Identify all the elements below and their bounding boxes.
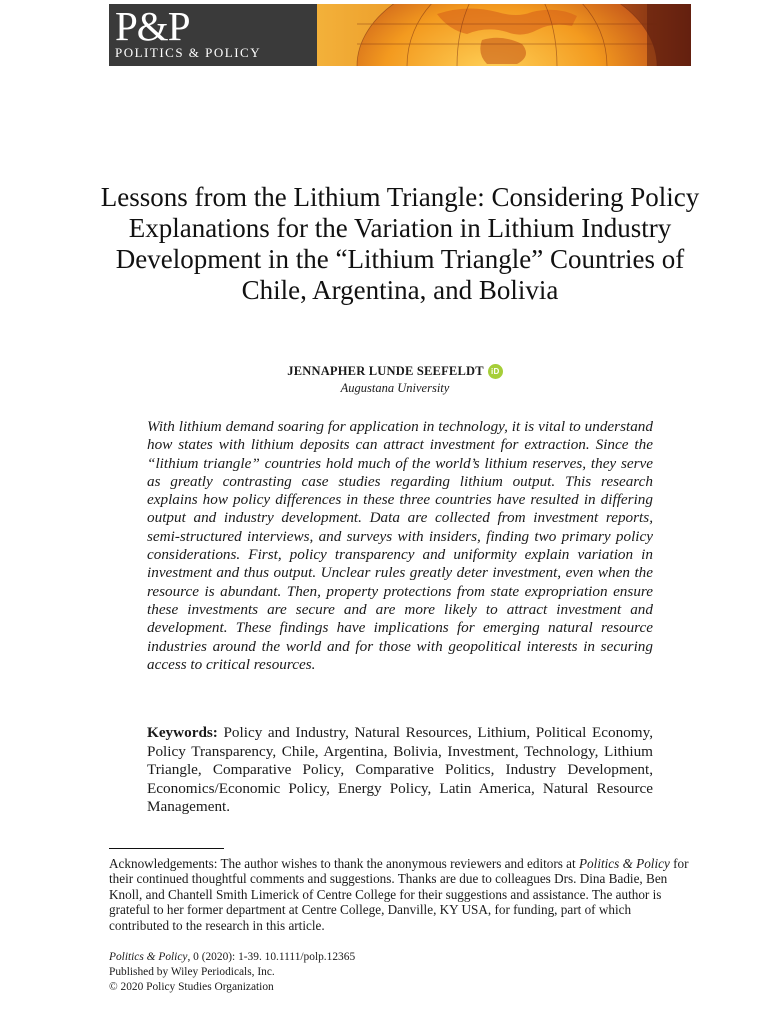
author-block — [200, 362, 590, 396]
keywords-label: Keywords: — [147, 724, 218, 741]
orcid-icon[interactable]: iD — [488, 364, 503, 379]
ack-text-2: for their continued thoughtful comments and suggestions. Thanks are due to colleagues Drs. Dina Badie, Ben Knoll, and Chantell Smith Limerick of Centre College for their suggestions and assistance. The author is grateful to her former department at Centre College, Danville, KY USA, for funding, part of which contributed to the research in this article. — [109, 856, 689, 933]
keywords — [147, 724, 653, 817]
footnote-divider — [109, 848, 224, 849]
journal-logo — [115, 4, 261, 60]
footer-journal: Politics & Policy — [109, 951, 188, 963]
journal-banner — [109, 4, 691, 66]
globe-image — [317, 4, 691, 66]
ack-text-1: Acknowledgements: The author wishes to thank the anonymous reviewers and editors at — [109, 856, 579, 871]
publication-footer — [109, 950, 691, 995]
keywords-text: Policy and Industry, Natural Resources, Lithium, Political Economy, Policy Transparency, Chile, Argentina, Bolivia, Investment, Technology, Lithium Triangle, Comparative Policy, Comparative Politics, Industry Development, Economics/Economic Policy, Energy Policy, Latin America, Natural Resource Management. — [147, 724, 653, 816]
author-name: JENNAPHER LUNDE SEEFELDT — [287, 364, 484, 378]
paper-title: Lessons from the Lithium Triangle: Considering Policy Explanations for the Variation in Lithium Industry Development in the “Lithium Triangle” Countries of Chile, Argentina, and Bolivia — [100, 182, 700, 305]
copyright-line: © 2020 Policy Studies Organization — [109, 981, 274, 993]
citation-line — [109, 950, 691, 965]
footer-citation: , 0 (2020): 1-39. 10.1111/polp.12365 — [187, 951, 356, 963]
journal-logo-initials: P&P — [115, 4, 190, 49]
author-affiliation: Augustana University — [340, 381, 450, 395]
abstract: With lithium demand soaring for application in technology, it is vital to understand how states with lithium deposits can attract investment for extraction. Since the “lithium triangle” countries hold much of the world’s lithium reserves, they serve as greatly contrasting case studies regarding lithium output. This research explains how policy differences in these three countries have resulted in differing output and industry development. Data are collected from investment reports, semi-structured interviews, and surveys with insiders, finding two primary policy considerations. First, policy transparency and uniformity explain variation in investment and thus output. Unclear rules greatly deter investment, even when the resource is abundant. Then, property protections from state expropriation ensure these investments are secure and are more likely to attract investment and development. These findings have implications for emerging natural resource industries around the world and for those with geopolitical interests in securing access to critical resources. — [147, 418, 653, 673]
acknowledgements — [109, 856, 691, 933]
publisher-line: Published by Wiley Periodicals, Inc. — [109, 966, 275, 978]
journal-logo-name: POLITICS & POLICY — [115, 45, 262, 60]
author-name-line — [287, 364, 503, 379]
ack-journal: Politics & Policy — [579, 856, 670, 871]
